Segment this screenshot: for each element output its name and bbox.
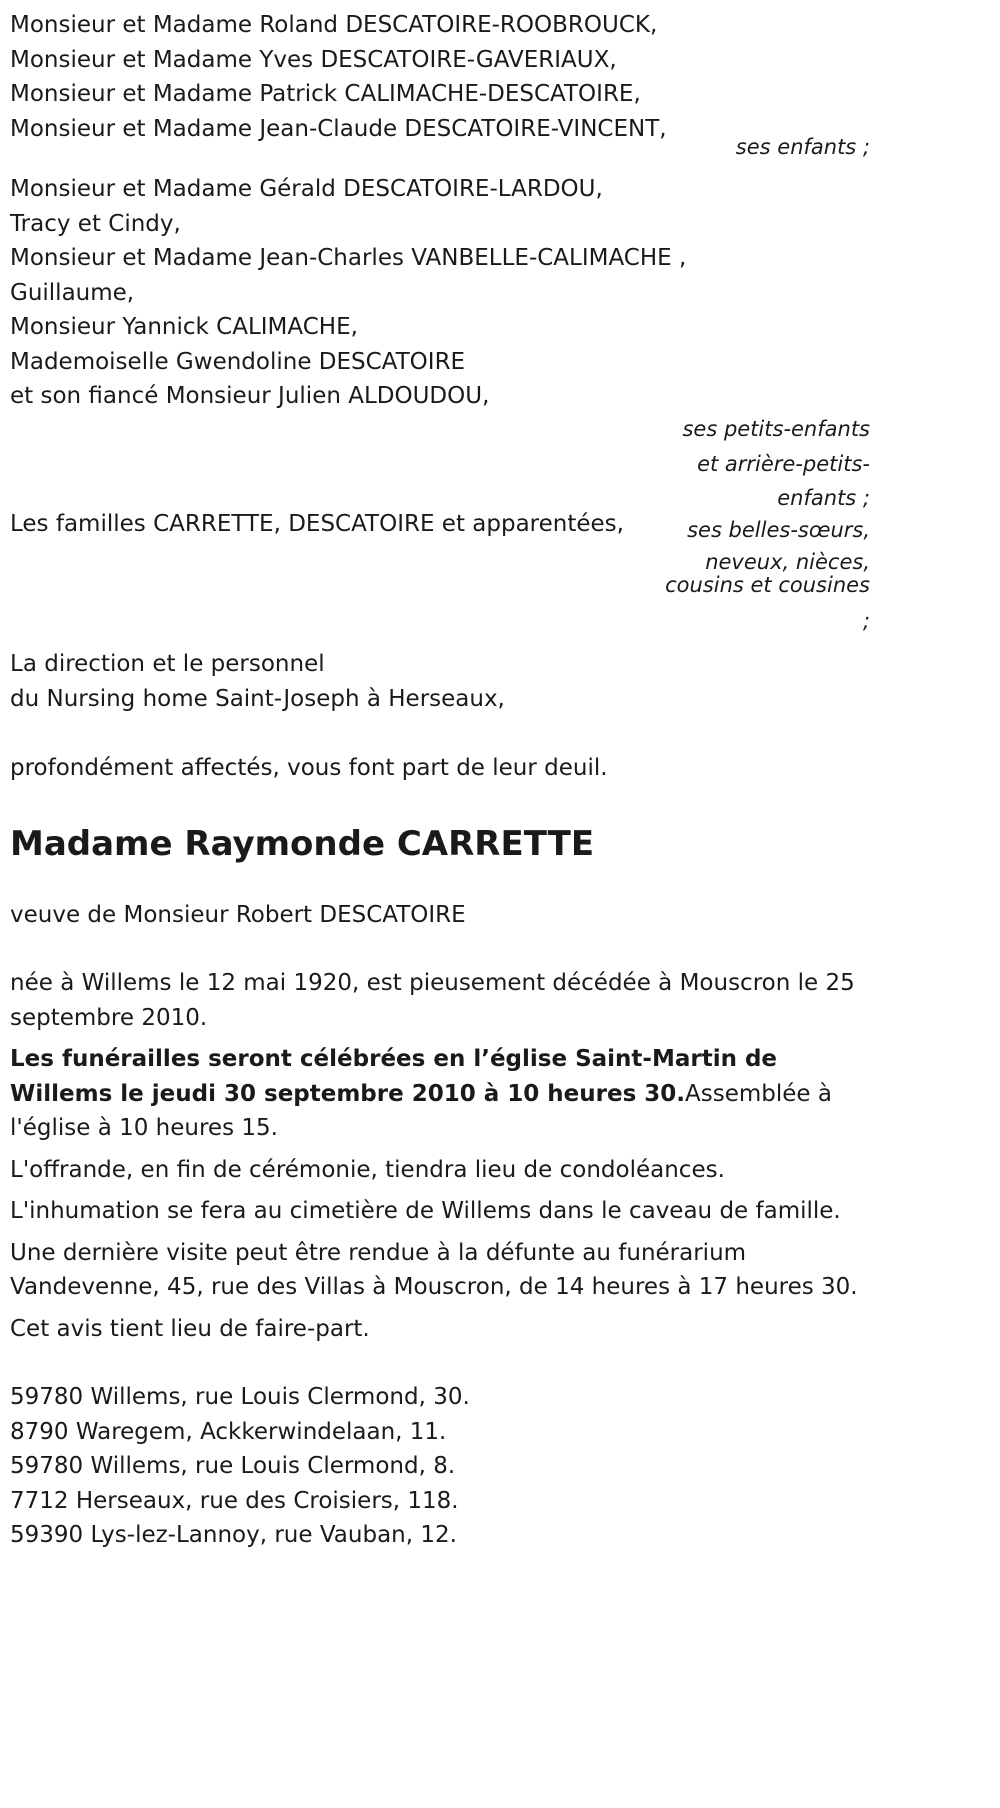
burial-paragraph: L'inhumation se fera au cimetière de Willems dans le caveau de famille. <box>10 1198 841 1224</box>
widow-of: veuve de Monsieur Robert DESCATOIRE <box>10 901 466 928</box>
role-line: ; <box>862 609 870 633</box>
address-line: 7712 Herseaux, rue des Croisiers, 118. <box>10 1487 459 1514</box>
families-role <box>665 513 870 649</box>
grandchild-name: Monsieur Yannick CALIMACHE, <box>10 314 358 340</box>
funeral-rest: Assemblée à l'église à 10 heures 15. <box>10 1080 832 1141</box>
offering-paragraph: L'offrande, en fin de cérémonie, tiendra lieu de condoléances. <box>10 1156 725 1183</box>
direction-group <box>10 647 1000 751</box>
funeral-info <box>10 1042 860 1146</box>
direction-line: du Nursing home Saint-Joseph à Herseaux, <box>10 685 505 712</box>
grandchild-name: Guillaume, <box>10 279 135 306</box>
address-line: 59390 Lys-lez-Lannoy, rue Vauban, 12. <box>10 1522 457 1548</box>
grandchildren-role <box>682 412 870 516</box>
address-line: 59780 Willems, rue Louis Clermond, 8. <box>10 1453 456 1479</box>
role-line: neveux, nièces, <box>705 550 870 574</box>
role-line: ses petits-enfants <box>682 417 870 441</box>
grandchild-name: Mademoiselle Gwendoline DESCATOIRE <box>10 348 466 375</box>
announcement: profondément affectés, vous font part de leur deuil. <box>10 755 608 781</box>
families-name: Les familles CARRETTE, DESCATOIRE et apparentées, <box>10 511 624 537</box>
role-line: cousins et cousines <box>665 573 870 597</box>
children-role: ses enfants ; <box>735 135 870 159</box>
deceased-name: Madame Raymonde CARRETTE <box>10 823 595 864</box>
address-line: 8790 Waregem, Ackkerwindelaan, 11. <box>10 1418 447 1445</box>
address-list <box>10 1380 1000 1553</box>
role-line: et arrière-petits- <box>697 451 870 476</box>
grandchild-name: et son fiancé Monsieur Julien ALDOUDOU, <box>10 383 490 409</box>
children-group <box>10 8 1000 172</box>
direction-line: La direction et le personnel <box>10 651 325 677</box>
grandchild-name: Monsieur et Madame Jean-Charles VANBELLE-CALIMACHE , <box>10 245 687 271</box>
grandchild-name: Tracy et Cindy, <box>10 210 181 237</box>
visit-paragraph: Une dernière visite peut être rendue à la défunte au funérarium Vandevenne, 45, rue des Villas à Mouscron, de 14 heures à 17 heures 30. <box>10 1239 858 1300</box>
address-line: 59780 Willems, rue Louis Clermond, 30. <box>10 1384 470 1410</box>
grandchild-name: Monsieur et Madame Gérald DESCATOIRE-LARDOU, <box>10 176 603 202</box>
grandchildren-group <box>10 172 1000 510</box>
child-name: Monsieur et Madame Jean-Claude DESCATOIRE-VINCENT, <box>10 115 667 142</box>
child-name: Monsieur et Madame Patrick CALIMACHE-DESCATOIRE, <box>10 81 641 107</box>
funeral-bold: Les funérailles seront célébrées en l’église Saint-Martin de Willems le jeudi 30 septembre 2010 à 10 heures 30. <box>10 1046 778 1107</box>
notice-paragraph: Cet avis tient lieu de faire-part. <box>10 1315 370 1342</box>
child-name: Monsieur et Madame Roland DESCATOIRE-ROOBROUCK, <box>10 12 658 38</box>
child-name: Monsieur et Madame Yves DESCATOIRE-GAVERIAUX, <box>10 46 617 73</box>
birth-death: née à Willems le 12 mai 1920, est pieusement décédée à Mouscron le 25 septembre 2010. <box>10 970 855 1031</box>
role-line: ses belles-sœurs, <box>687 518 870 542</box>
families-group <box>10 507 1000 647</box>
role-line: enfants ; <box>777 486 870 510</box>
